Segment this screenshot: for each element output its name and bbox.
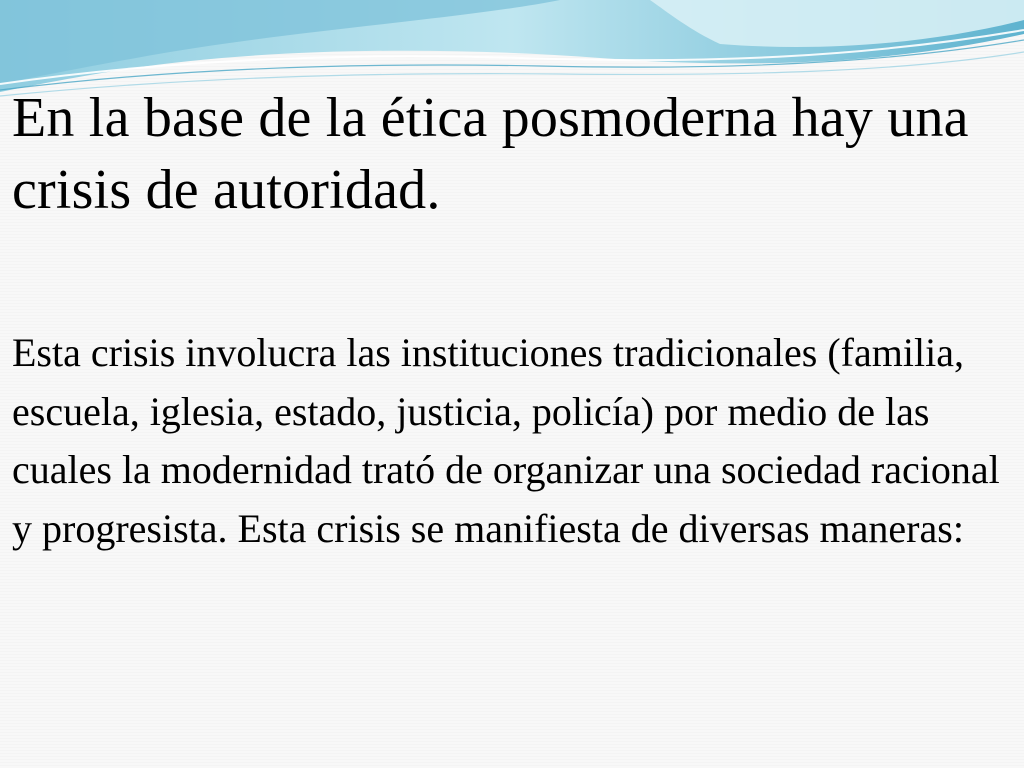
slide-body-text: Esta crisis involucra las instituciones tradicionales (familia, escuela, iglesia, estado, justicia, policía) por medio de las cuales la modernidad trató de organizar una sociedad racional y progresista. Esta crisis se manifiesta de diversas maneras: <box>12 330 1000 551</box>
slide-content <box>12 82 1017 558</box>
slide-title: En la base de la ética posmoderna hay una crisis de autoridad. <box>12 87 969 221</box>
